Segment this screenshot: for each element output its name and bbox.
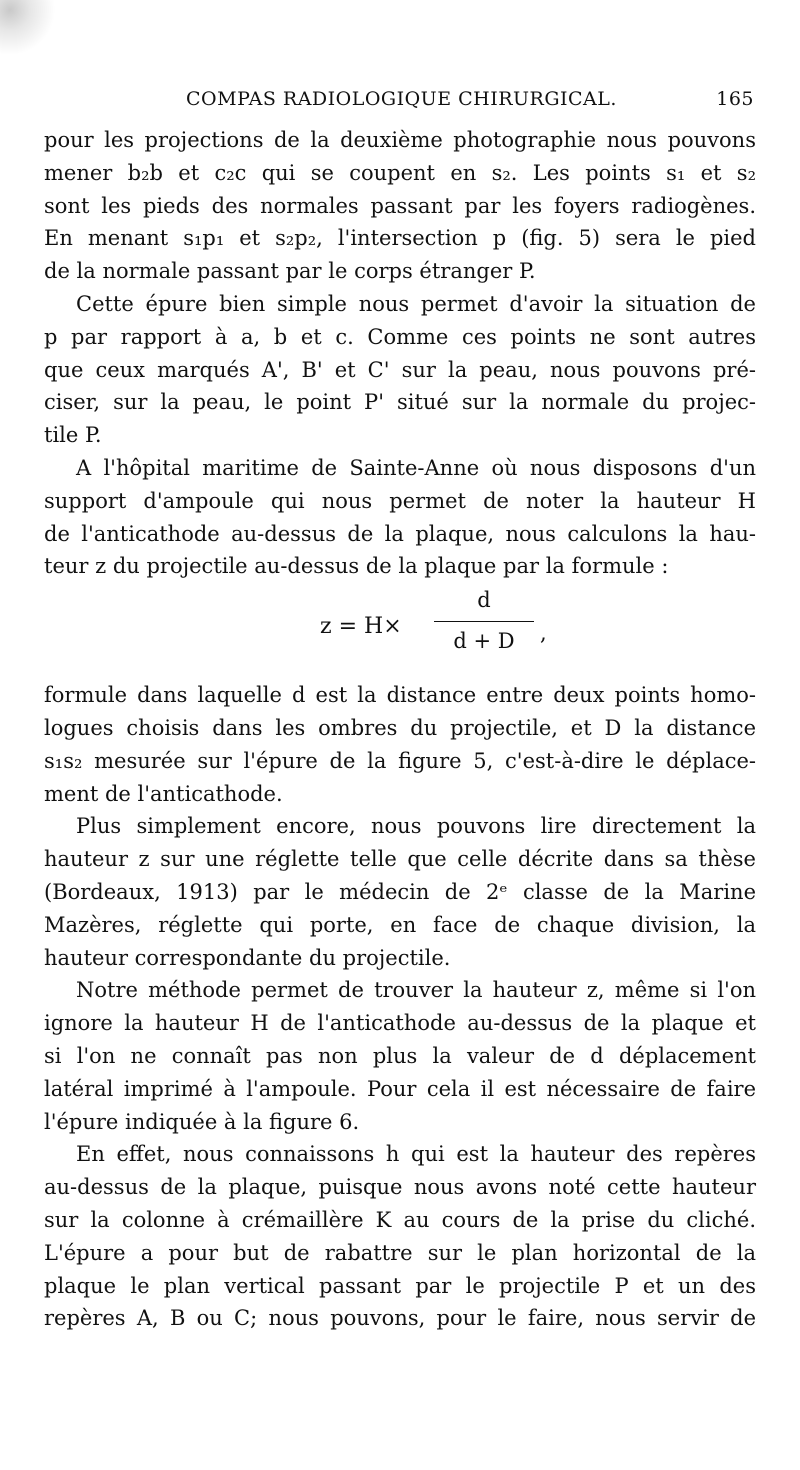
text-line: tile P. (44, 423, 102, 448)
text-line: teur z du projectile au-dessus de la plaque par la formule : (44, 554, 669, 579)
text-line: l'épure indiquée à la figure 6. (44, 1109, 360, 1134)
text-line: Notre méthode permet de trouver la hauteur z, même si l'on (76, 978, 756, 1003)
text-line: ignore la hauteur H de l'anticathode au-dessus de la plaque et (44, 1011, 756, 1036)
page-number: 165 (716, 88, 754, 110)
text-line: logues choisis dans les ombres du projectile, et D la distance (44, 715, 756, 740)
height-formula (44, 583, 756, 679)
text-line: A l'hôpital maritime de Sainte-Anne où nous disposons d'un (76, 455, 756, 480)
text-line: de l'anticathode au-dessus de la plaque, nous calculons la hau- (44, 521, 756, 546)
paragraph-7 (44, 1138, 756, 1335)
formula-fraction (434, 583, 534, 658)
text-line: si l'on ne connaît pas non plus la valeur de d déplacement (44, 1043, 756, 1068)
paragraph-5 (44, 810, 756, 974)
text-line: Plus simplement encore, nous pouvons lire directement la (76, 814, 756, 839)
text-line: Mazères, réglette qui porte, en face de chaque division, la (44, 912, 756, 937)
paragraph-3 (44, 452, 756, 583)
text-line: ciser, sur la peau, le point P' situé sur la normale du projec- (44, 390, 756, 415)
paragraph-1 (44, 124, 756, 288)
text-line: sont les pieds des normales passant par les foyers radiogènes. (44, 193, 756, 218)
text-line: mener b₂b et c₂c qui se coupent en s₂. Les points s₁ et s₂ (44, 160, 756, 185)
text-line: En menant s₁p₁ et s₂p₂, l'intersection p (fig. 5) sera le pied (44, 226, 756, 251)
text-line: hauteur correspondante du projectile. (44, 945, 451, 970)
page-body (44, 124, 756, 1335)
formula-lhs: z = H× (320, 614, 402, 640)
text-line: p par rapport à a, b et c. Comme ces points ne sont autres (44, 324, 756, 349)
text-line: repères A, B ou C; nous pouvons, pour le faire, nous servir de (44, 1306, 756, 1331)
paragraph-2 (44, 288, 756, 452)
text-line: de la normale passant par le corps étranger P. (44, 259, 536, 284)
formula-denominator: d + D (453, 629, 515, 654)
text-line: s₁s₂ mesurée sur l'épure de la figure 5, c'est-à-dire le déplace- (44, 748, 756, 773)
paragraph-4 (44, 679, 756, 810)
formula-trailing: , (540, 621, 547, 646)
paragraph-6 (44, 974, 756, 1138)
text-line: latéral imprimé à l'ampoule. Pour cela il est nécessaire de faire (44, 1076, 756, 1101)
scan-corner-shadow (0, 0, 60, 60)
running-title: COMPAS RADIOLOGIQUE CHIRURGICAL. (186, 88, 617, 110)
text-line: En effet, nous connaissons h qui est la hauteur des repères (76, 1142, 756, 1167)
text-line: plaque le plan vertical passant par le projectile P et un des (44, 1273, 756, 1298)
text-line: (Bordeaux, 1913) par le médecin de 2ᵉ classe de la Marine (44, 879, 756, 904)
text-line: Cette épure bien simple nous permet d'avoir la situation de (76, 291, 756, 316)
text-line: L'épure a pour but de rabattre sur le plan horizontal de la (44, 1240, 756, 1265)
text-line: pour les projections de la deuxième photographie nous pouvons (44, 128, 756, 152)
fraction-bar (434, 621, 534, 622)
text-line: hauteur z sur une réglette telle que celle décrite dans sa thèse (44, 847, 756, 872)
text-line: que ceux marqués A', B' et C' sur la peau, nous pouvons pré- (44, 357, 756, 382)
text-line: ment de l'anticathode. (44, 781, 283, 806)
text-line: au-dessus de la plaque, puisque nous avons noté cette hauteur (44, 1175, 756, 1200)
running-header (44, 82, 756, 116)
formula-numerator: d (477, 588, 491, 613)
text-line: sur la colonne à crémaillère K au cours de la prise du cliché. (44, 1207, 756, 1232)
text-line: support d'ampoule qui nous permet de noter la hauteur H (44, 488, 756, 513)
text-line: formule dans laquelle d est la distance entre deux points homo- (44, 683, 756, 708)
